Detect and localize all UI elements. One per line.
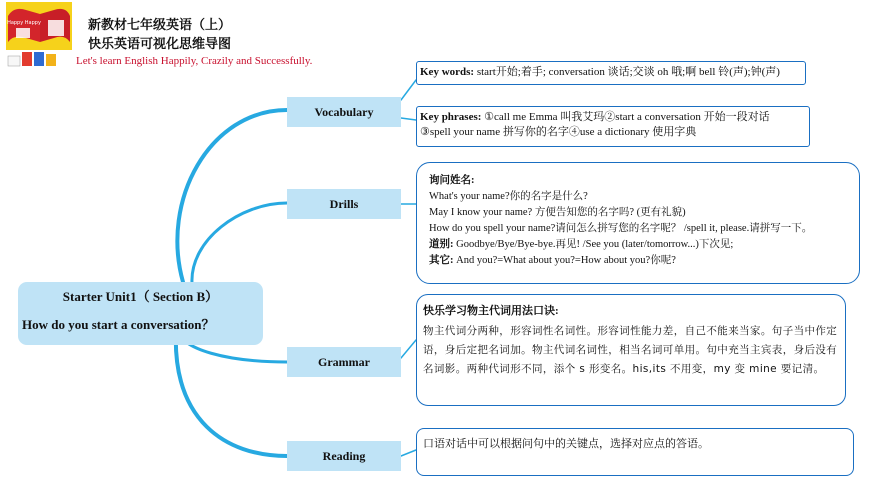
grammar-title: 快乐学习物主代词用法口诀:	[423, 305, 559, 317]
reading-box	[416, 428, 854, 476]
branch-grammar: Grammar	[287, 347, 401, 377]
grammar-box	[416, 294, 846, 406]
logo-label: Happy Happy	[7, 20, 41, 26]
drills-others-text: And you?=What about you?=How about you?你呢?	[453, 255, 676, 266]
key-words-box	[416, 61, 806, 85]
page-title-line2: 快乐英语可视化思维导图	[88, 37, 232, 52]
center-node-question: How do you start a conversation？	[22, 317, 215, 332]
key-phrases-label: Key phrases:	[420, 111, 482, 123]
grammar-body: 物主代词分两种，形容词性名词性。形容词性能力差，自己不能来当家。句子当中作定语，身后定把名词加。物主代词名词性，相当名词可单用。句中充当主宾表，身后没有名词影。两种代词形不同，添个 s 形变名。his,its 不用变，my 变 mine 要记清。	[423, 325, 838, 375]
key-phrases-line1	[420, 110, 806, 125]
center-node-title: Starter Unit1（ Section B）	[62, 289, 219, 304]
key-words-label: Key words:	[420, 66, 475, 78]
connector-grammar-box	[401, 340, 416, 358]
drills-farewell-label: 道别:	[429, 239, 454, 250]
connector-keyphrases	[401, 118, 416, 120]
slogan: Let's learn English Happily, Crazily and Successfully.	[76, 55, 313, 67]
drills-line2: May I know your name? 方便告知您的名字吗? (更有礼貌)	[429, 207, 686, 218]
drills-box	[416, 162, 860, 284]
key-phrases-text1: ①call me Emma 叫我艾玛②start a conversation 开始一段对话	[481, 111, 770, 123]
key-phrases-box	[416, 106, 810, 147]
connector-drills	[192, 203, 287, 283]
key-words-text: start开始;着手; conversation 谈话;交谈 oh 哦;啊 bell 铃(声);钟(声)	[474, 66, 780, 78]
drills-farewell-text: Goodbye/Bye/Bye-bye.再见! /See you (later/tomorrow...)下次见;	[453, 239, 734, 250]
reading-text: 口语对话中可以根据问句中的关键点，选择对应点的答语。	[423, 437, 709, 450]
drills-others-label: 其它:	[429, 255, 454, 266]
connector-vocabulary	[177, 110, 287, 282]
drills-others	[429, 253, 847, 269]
connector-reading-box	[401, 450, 416, 456]
drills-heading: 询问姓名:	[429, 175, 475, 186]
connector-reading	[176, 330, 287, 456]
key-phrases-line2: ③spell your name 拼写你的名字④use a dictionary 使用字典	[420, 126, 697, 138]
branch-reading: Reading	[287, 441, 401, 471]
center-node	[18, 282, 263, 345]
drills-line3: How do you spell your name?请问怎么拼写您的名字呢？ /spell it, please.请拼写一下。	[429, 223, 813, 234]
drills-farewell	[429, 237, 847, 253]
drills-line1: What's your name?你的名字是什么?	[429, 191, 588, 202]
branch-vocabulary: Vocabulary	[287, 97, 401, 127]
page-title-line1: 新教材七年级英语（上）	[88, 18, 232, 33]
connector-keywords	[401, 80, 416, 100]
branch-drills: Drills	[287, 189, 401, 219]
